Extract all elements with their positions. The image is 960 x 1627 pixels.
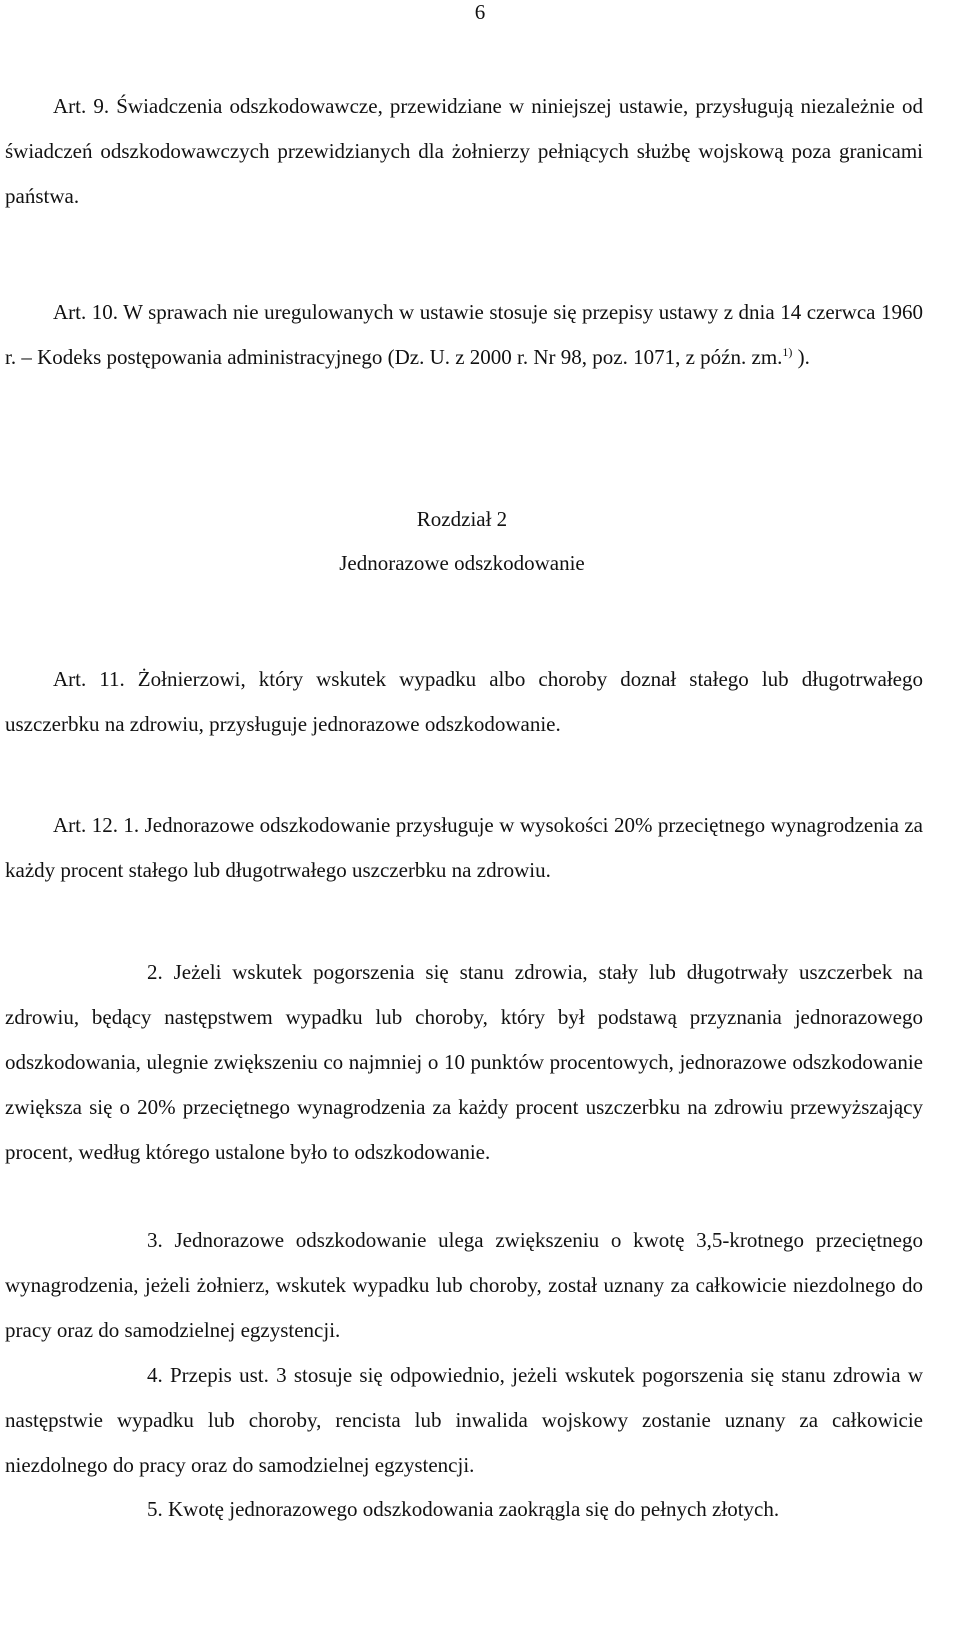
article-12-ust-1: Art. 12. 1. Jednorazowe odszkodowanie przysługuje w wysokości 20% przeciętnego wynagrodzenia za każdy procent stałego lub długotrwałego uszczerbku na zdrowiu. [5,813,923,882]
chapter-number: Rozdział 2 [416,507,508,531]
article-11: Art. 11. Żołnierzowi, który wskutek wypadku albo choroby doznał stałego lub długotrwałego uszczerbku na zdrowiu, przysługuje jednorazowe odszkodowanie. [5,667,923,736]
footnote-reference: 1) [782,345,793,359]
article-12-ust-4: 4. Przepis ust. 3 stosuje się odpowiednio, jeżeli wskutek pogorszenia się stanu zdrowia w następstwie wypadku lub choroby, rencista lub inwalida wojskowy zostanie uznany za całkowicie niezdolnego do pracy oraz do samodzielnej egzystencji. [5,1363,923,1477]
article-10-suffix: ). [792,345,810,369]
article-10 [5,290,923,380]
article-10-text: Art. 10. W sprawach nie uregulowanych w ustawie stosuje się przepisy ustawy z dnia 14 czerwca 1960 r. – Kodeks postępowania administracyjnego (Dz. U. z 2000 r. Nr 98, poz. 1071, z późn. zm. [5,300,923,369]
article-9: Art. 9. Świadczenia odszkodowawcze, przewidziane w niniejszej ustawie, przysługują niezależnie od świadczeń odszkodowawczych przewidzianych dla żołnierzy pełniących służbę wojskową poza granicami państwa. [5,94,923,208]
article-12-ust-3: 3. Jednorazowe odszkodowanie ulega zwiększeniu o kwotę 3,5-krotnego przeciętnego wynagrodzenia, jeżeli żołnierz, wskutek wypadku lub choroby, został uznany za całkowicie niezdolnego do pracy oraz do samodzielnej egzystencji. [5,1228,923,1342]
page-number: 6 [474,0,486,24]
article-12-ust-2: 2. Jeżeli wskutek pogorszenia się stanu zdrowia, stały lub długotrwały uszczerbek na zdrowiu, będący następstwem wypadku lub choroby, który był podstawą przyznania jednorazowego odszkodowania, ulegnie zwiększeniu co najmniej o 10 punktów procentowych, jednorazowe odszkodowanie zwiększa się o 20% przeciętnego wynagrodzenia za każdy procent uszczerbku na zdrowiu przewyższający procent, według którego ustalone było to odszkodowanie. [5,960,923,1164]
chapter-title: Jednorazowe odszkodowanie [339,551,585,575]
article-12-ust-5: 5. Kwotę jednorazowego odszkodowania zaokrągla się do pełnych złotych. [147,1497,780,1521]
